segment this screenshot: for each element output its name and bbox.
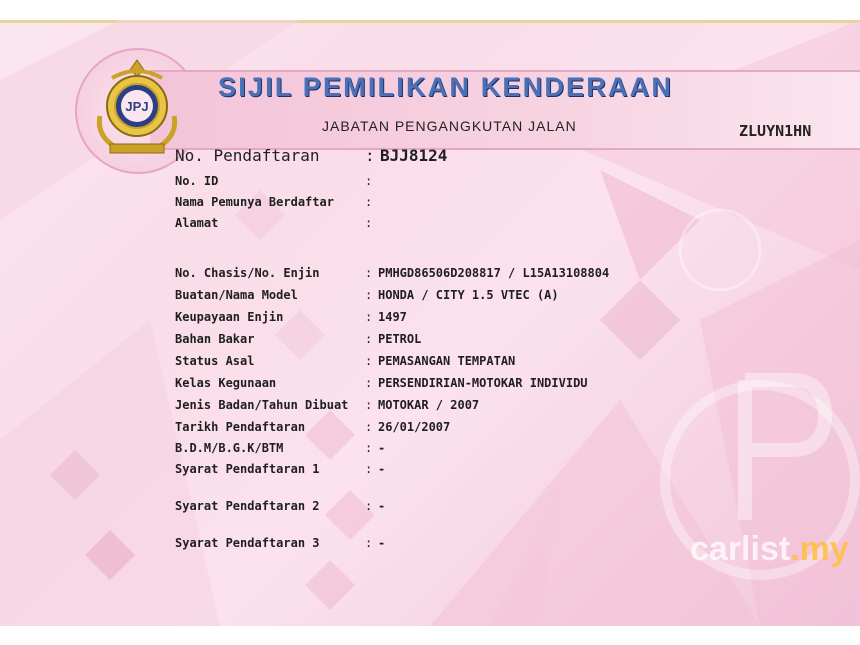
- separator: :: [365, 332, 373, 346]
- separator: :: [365, 174, 373, 188]
- separator: :: [365, 398, 373, 412]
- separator: :: [365, 536, 373, 550]
- field-value: PEMASANGAN TEMPATAN: [378, 354, 516, 368]
- field-label: B.D.M/B.G.K/BTM: [175, 441, 284, 455]
- separator: :: [365, 216, 373, 230]
- separator: :: [365, 354, 373, 368]
- registration-label: No. Pendaftaran: [175, 146, 320, 165]
- separator: :: [365, 462, 373, 476]
- field-label: Nama Pemunya Berdaftar: [175, 195, 334, 209]
- field-label: No. Chasis/No. Enjin: [175, 266, 320, 280]
- field-label: Syarat Pendaftaran 2: [175, 499, 320, 513]
- separator: :: [365, 420, 373, 434]
- emblem-letters: JPJ: [125, 99, 149, 114]
- field-label: Syarat Pendaftaran 1: [175, 462, 320, 476]
- field-value: PMHGD86506D208817 / L15A13108804: [378, 266, 610, 280]
- separator: :: [365, 376, 373, 390]
- field-value: 1497: [378, 310, 407, 324]
- watermark-tld: .my: [790, 530, 849, 568]
- separator: :: [365, 146, 375, 165]
- watermark-site: carlist: [690, 530, 791, 568]
- field-value: MOTOKAR / 2007: [378, 398, 480, 412]
- site-watermark: [690, 530, 849, 569]
- registration-value: BJJ8124: [380, 146, 448, 165]
- separator: :: [365, 310, 373, 324]
- field-value: PETROL: [378, 332, 422, 346]
- field-value: HONDA / CITY 1.5 VTEC (A): [378, 288, 559, 302]
- field-label: Status Asal: [175, 354, 255, 368]
- field-label: Alamat: [175, 216, 219, 230]
- certificate-title: SIJIL PEMILIKAN KENDERAAN: [218, 72, 674, 102]
- field-value: 26/01/2007: [378, 420, 451, 434]
- field-value: -: [378, 462, 386, 476]
- separator: :: [365, 266, 373, 280]
- separator: :: [365, 499, 373, 513]
- field-label: Syarat Pendaftaran 3: [175, 536, 320, 550]
- jpj-crest-logo: [92, 56, 182, 161]
- field-label: Keupayaan Enjin: [175, 310, 284, 324]
- separator: :: [365, 195, 373, 209]
- field-label: Tarikh Pendaftaran: [175, 420, 306, 434]
- ownership-certificate: [0, 20, 860, 626]
- department-subtitle: JABATAN PENGANGKUTAN JALAN: [322, 118, 577, 134]
- field-value: -: [378, 441, 386, 455]
- field-label: Jenis Badan/Tahun Dibuat: [175, 398, 349, 412]
- field-label: No. ID: [175, 174, 219, 188]
- field-value: -: [378, 499, 386, 513]
- field-value: -: [378, 536, 386, 550]
- serial-number: ZLUYN1HN: [739, 122, 812, 140]
- separator: :: [365, 288, 373, 302]
- field-label: Bahan Bakar: [175, 332, 255, 346]
- field-label: Kelas Kegunaan: [175, 376, 277, 390]
- field-label: Buatan/Nama Model: [175, 288, 298, 302]
- separator: :: [365, 441, 373, 455]
- field-value: PERSENDIRIAN-MOTOKAR INDIVIDU: [378, 376, 588, 390]
